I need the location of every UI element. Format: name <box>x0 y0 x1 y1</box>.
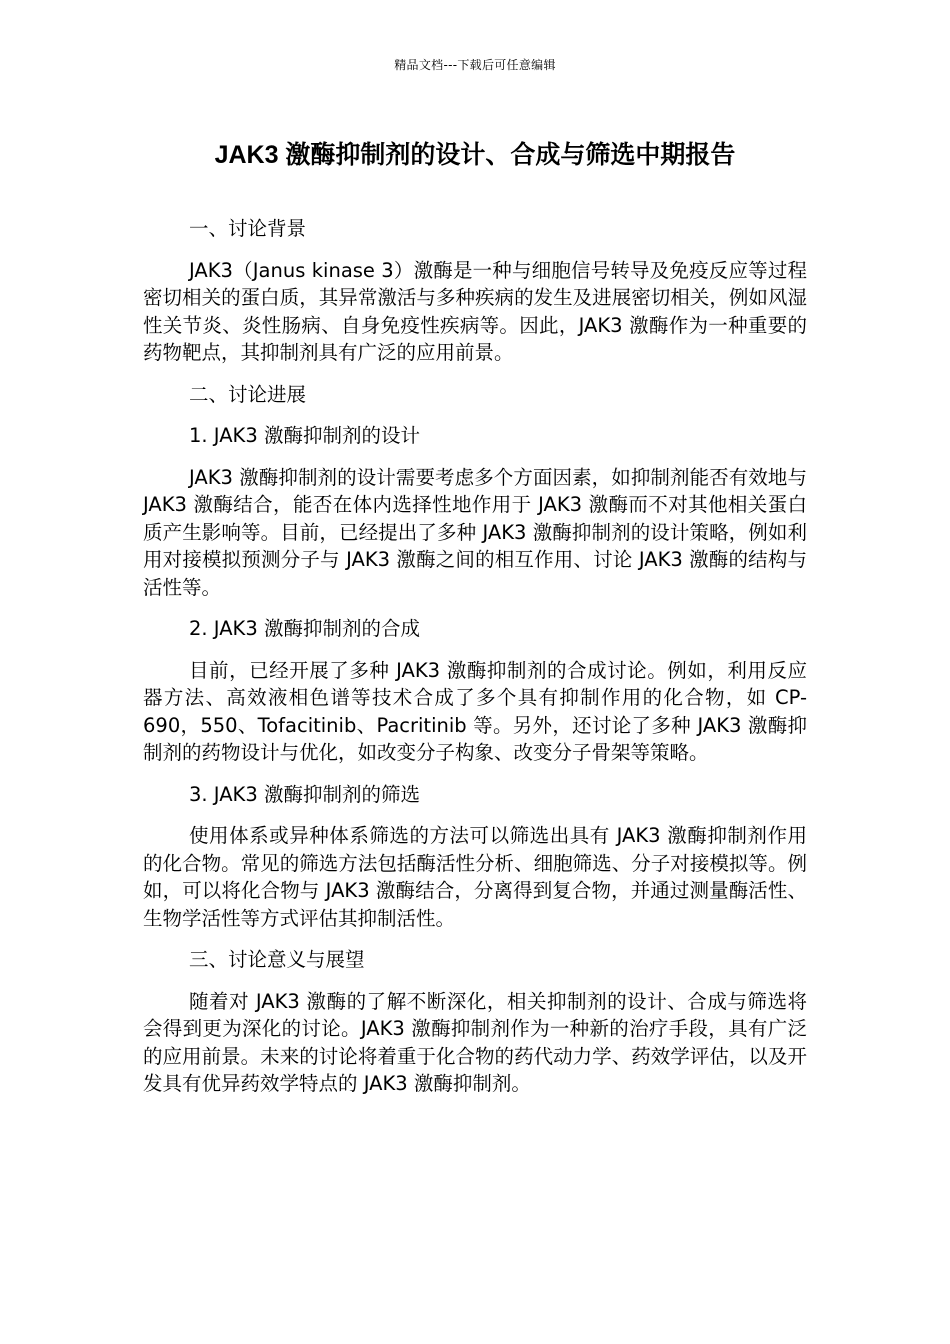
document-title: JAK3 激酶抑制剂的设计、合成与筛选中期报告 <box>214 141 736 169</box>
section-heading-background: 一、讨论背景 <box>189 217 307 240</box>
section-heading-progress: 二、讨论进展 <box>189 382 307 406</box>
paragraph-screening: 使用体系或异种体系筛选的方法可以筛选出具有 JAK3 激酶抑制剂作用的化合物。常见的筛选方法包括酶活性分析、细胞筛选、分子对接模拟等。例如，可以将化合物与 JAK3 激酶结合，分离得到复合物，并通过测量酶活性、生物学活性等方式评估其抑制活性。 <box>143 824 807 930</box>
paragraph-significance: 随着对 JAK3 激酶的了解不断深化，相关抑制剂的设计、合成与筛选将会得到更为深化的讨论。JAK3 激酶抑制剂作为一种新的治疗手段，具有广泛的应用前景。未来的讨论将着重于化合物的药代动力学、药效学评估，以及开发具有优异药效学特点的 JAK3 激酶抑制剂。 <box>143 989 807 1095</box>
paragraph-design: JAK3 激酶抑制剂的设计需要考虑多个方面因素，如抑制剂能否有效地与 JAK3 激酶结合，能否在体内选择性地作用于 JAK3 激酶而不对其他相关蛋白质产生影响等。目前，已经提出了多种 JAK3 激酶抑制剂的设计策略，例如利用对接模拟预测分子与 JAK3 激酶之间的相互作用、讨论 JAK3 激酶的结构与活性等。 <box>143 465 807 599</box>
subsection-heading-design: 1. JAK3 激酶抑制剂的设计 <box>189 424 420 447</box>
subsection-heading-screening: 3. JAK3 激酶抑制剂的筛选 <box>189 782 420 806</box>
paragraph-background: JAK3（Janus kinase 3）激酶是一种与细胞信号转导及免疫反应等过程密切相关的蛋白质，其异常激活与多种疾病的发生及进展密切相关，例如风湿性关节炎、炎性肠病、自身免疫性疾病等。因此，JAK3 激酶作为一种重要的药物靶点，其抑制剂具有广泛的应用前景。 <box>143 258 807 364</box>
section-heading-significance: 三、讨论意义与展望 <box>189 948 365 971</box>
subsection-heading-synthesis: 2. JAK3 激酶抑制剂的合成 <box>189 617 420 640</box>
paragraph-synthesis: 目前，已经开展了多种 JAK3 激酶抑制剂的合成讨论。例如，利用反应器方法、高效液相色谱等技术合成了多个具有抑制作用的化合物，如 CP-690，550、Tofacitinib、Pacritinib 等。另外，还讨论了多种 JAK3 激酶抑制剂的药物设计与优化，如改变分子构象、改变分子骨架等策略。 <box>143 658 807 764</box>
header-note: 精品文档---下载后可任意编辑 <box>394 58 556 72</box>
document-body <box>143 215 807 1112</box>
